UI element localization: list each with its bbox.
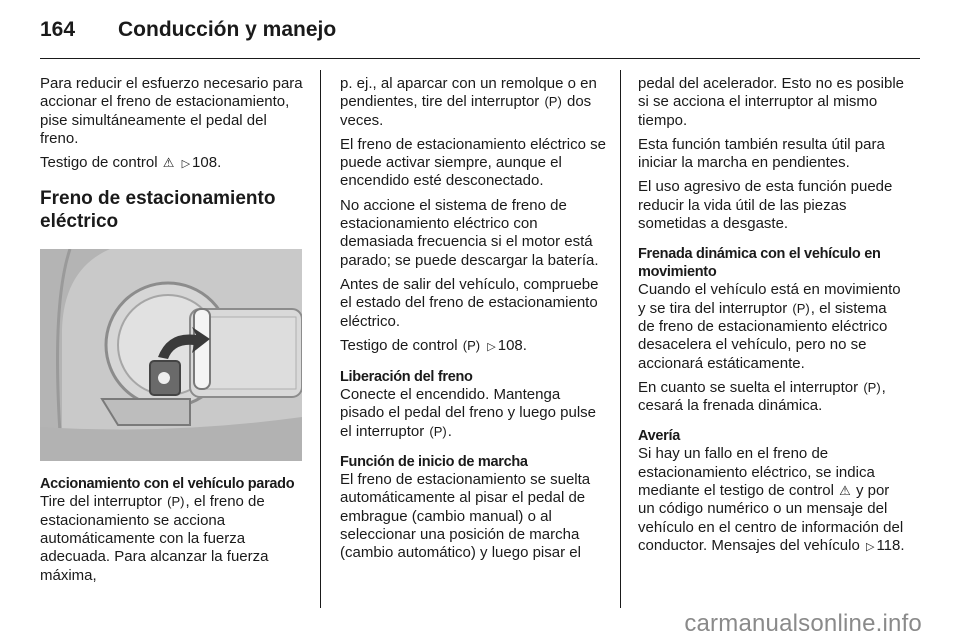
parking-brake-switch-icon: (P) bbox=[863, 379, 881, 395]
paragraph-wear: El uso agresivo de esta función puede reducir la vida útil de las piezas sometidas a desgaste. bbox=[638, 178, 893, 233]
chapter-title: Conducción y manejo bbox=[118, 18, 337, 41]
parking-brake-switch-icon: (P) bbox=[167, 494, 185, 510]
header-rule bbox=[40, 58, 920, 59]
paragraph-warning-ref: Testigo de control ⚠ ▷ 108. bbox=[40, 154, 306, 173]
paragraph-trailer: p. ej., al aparcar con un remolque o en pendientes, tire del interruptor (P) dos veces. bbox=[340, 75, 597, 129]
parking-brake-switch-icon: (P) bbox=[792, 300, 810, 316]
page-number: 164 bbox=[40, 18, 76, 41]
paragraph-accelerator: pedal del acelerador. Esto no es posible si se acciona el interruptor al mismo tiempo. bbox=[638, 75, 905, 129]
parking-brake-switch-icon: (P) bbox=[544, 94, 562, 110]
paragraph-fault: Si hay un fallo en el freno de estacionamiento eléctrico, se indica mediante el testigo de control ⚠ y por un código numérico o un mensaje del vehículo en el centro de información del conductor. Mensajes del vehículo ▷ 118. bbox=[638, 445, 906, 556]
paragraph-check-status: Antes de salir del vehículo, compruebe el estado del freno de estacionamiento eléctrico. bbox=[340, 275, 599, 330]
reference-arrow-icon: ▷ bbox=[487, 340, 496, 353]
paragraph-effort: Para reducir el esfuerzo necesario para accionar el freno de estacionamiento, pise simultáneamente el pedal del freno. bbox=[40, 75, 303, 147]
section-heading-epb: Freno de estacionamiento eléctrico bbox=[40, 188, 276, 233]
paragraph-release: Conecte el encendido. Mantenga pisado el pedal del freno y luego pulse el interruptor (P). bbox=[340, 386, 597, 440]
paragraph-release-switch: En cuanto se suelta el interruptor (P), cesará la frenada dinámica. bbox=[638, 378, 886, 415]
subheading-drive-away: Función de inicio de marcha bbox=[340, 454, 528, 471]
paragraph-hills: Esta función también resulta útil para iniciar la marcha en pendientes. bbox=[638, 135, 885, 172]
subheading-vehicle-parked: Accionamiento con el vehículo parado bbox=[40, 476, 295, 493]
page-header bbox=[40, 12, 920, 56]
reference-arrow-icon: ▷ bbox=[181, 158, 191, 171]
subheading-fault: Avería bbox=[638, 428, 680, 445]
column-3 bbox=[638, 75, 906, 562]
column-divider-2 bbox=[620, 70, 621, 608]
subheading-brake-release: Liberación del freno bbox=[340, 369, 473, 386]
paragraph-dynamic-braking: Cuando el vehículo está en movimiento y se tira del interruptor (P), el sistema de freno de estacionamiento eléctrico desacelera el vehículo, pero no se accionará estáticamente. bbox=[638, 281, 901, 372]
page-reference-link[interactable]: 118. bbox=[876, 536, 905, 554]
brake-warning-icon: ⚠ bbox=[839, 483, 851, 499]
paragraph-always-activate: El freno de estacionamiento eléctrico se puede activar siempre, aunque el encendido esté desconectado. bbox=[340, 135, 606, 190]
paragraph-battery: No accione el sistema de freno de estacionamiento eléctrico con demasiada frecuencia si el motor está parado; se puede descargar la batería. bbox=[340, 196, 599, 269]
column-2 bbox=[340, 75, 606, 569]
subheading-dynamic-braking: Frenada dinámica con el vehículo en movimiento bbox=[638, 246, 881, 281]
column-divider-1 bbox=[320, 70, 321, 608]
page-reference-link[interactable]: 108. bbox=[192, 154, 222, 172]
reference-arrow-icon: ▷ bbox=[865, 540, 875, 553]
watermark: carmanualsonline.info bbox=[684, 610, 922, 637]
brake-warning-icon: ⚠ bbox=[162, 155, 175, 171]
column-1 bbox=[40, 75, 306, 591]
paragraph-pull-switch: Tire del interruptor (P), el freno de estacionamiento se acciona automáticamente con la fuerza adecuada. Para alcanzar la fuerza máxima, bbox=[40, 493, 269, 584]
parking-brake-switch-icon: (P) bbox=[429, 423, 447, 439]
parking-brake-switch-icon: (P) bbox=[462, 337, 481, 353]
console-illustration-icon bbox=[40, 249, 302, 461]
parking-brake-switch-illustration bbox=[40, 249, 302, 461]
paragraph-indicator-ref: Testigo de control (P) ▷ 108. bbox=[340, 337, 606, 356]
page-reference-link[interactable]: 108. bbox=[497, 336, 527, 354]
paragraph-drive-away: El freno de estacionamiento se suelta automáticamente al pisar el pedal de embrague (cambio manual) o al seleccionar una posición de marcha (cambio automático) y luego pisar el bbox=[340, 471, 591, 562]
